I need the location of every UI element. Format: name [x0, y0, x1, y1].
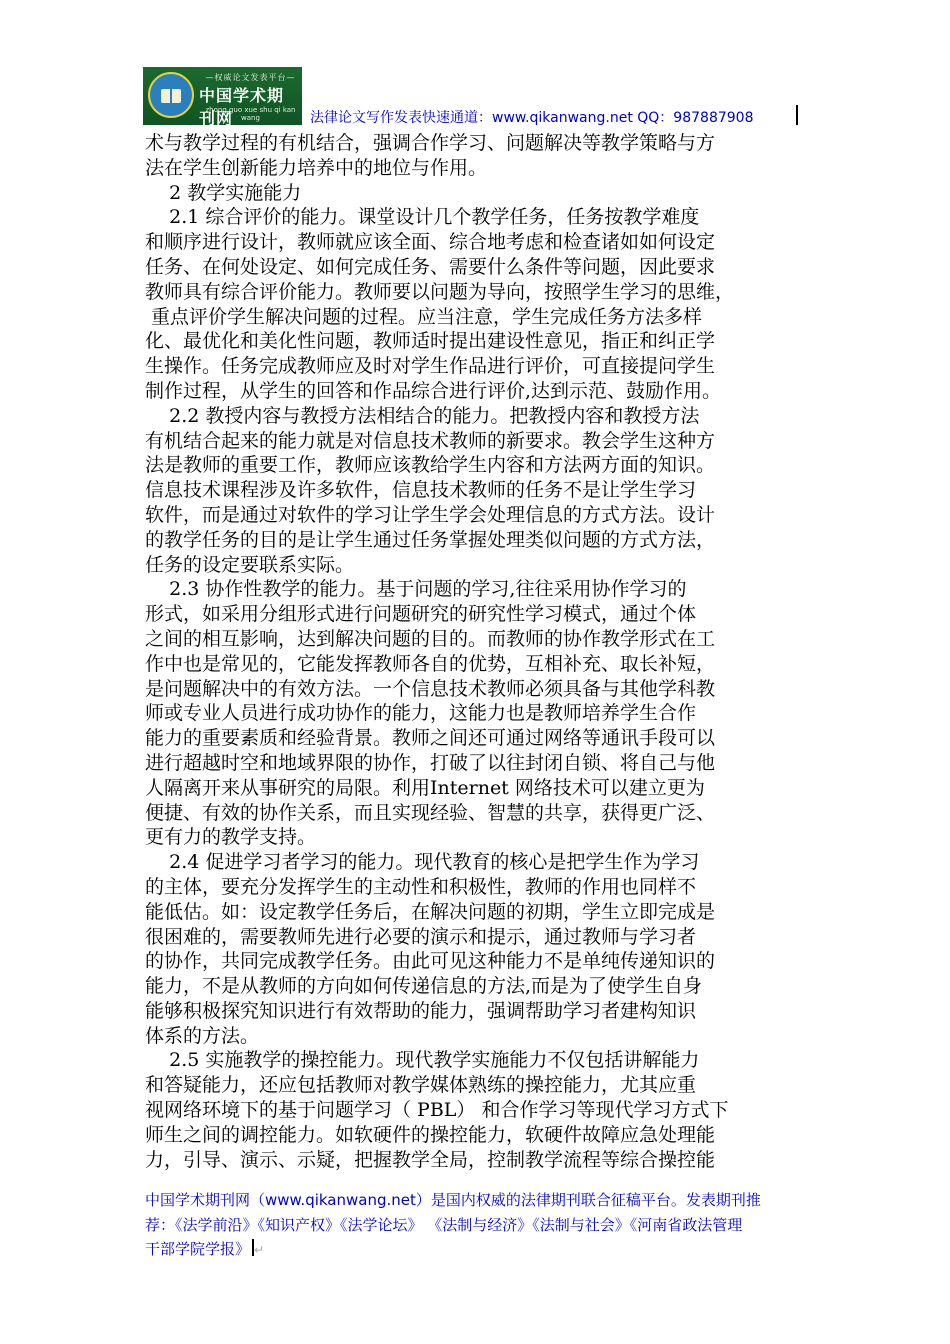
page-footer[interactable] [145, 1188, 815, 1263]
text-line: 能低估。如：设定教学任务后，在解决问题的初期，学生立即完成是 [145, 900, 716, 923]
page-header [143, 67, 813, 127]
logo-tagline: —权威论文发表平台— [205, 73, 296, 82]
text-line: 软件，而是通过对软件的学习让学生学会处理信息的方式方法。设计 [145, 503, 716, 526]
text-line: 便捷、有效的协作关系，而且实现经验、智慧的共享，获得更广泛、 [145, 801, 716, 824]
text-line: 化、最优化和美化性问题，教师适时提出建设性意见，指正和纠正学 [145, 330, 716, 353]
paragraph [145, 404, 815, 578]
text-line: 很困难的，需要教师先进行必要的演示和提示，通过教师与学习者 [145, 925, 697, 948]
text-line: 制作过程，从学生的回答和作品综合进行评价,达到示范、鼓励作用。 [145, 379, 722, 402]
footer-line-text: 干部学院学报》 [145, 1240, 251, 1258]
text-line: 2.2 教授内容与教授方法相结合的能力。把教授内容和教授方法 [145, 404, 700, 427]
text-line: 师生之间的调控能力。如软硬件的操控能力，软硬件故障应急处理能 [145, 1123, 716, 1146]
text-line: 和答疑能力，还应包括教师对教学媒体熟练的操控能力，尤其应重 [145, 1074, 697, 1097]
text-line: 重点评价学生解决问题的过程。应当注意，学生完成任务方法多样 [145, 305, 703, 328]
text-line: 2.1 综合评价的能力。课堂设计几个教学任务，任务按教学难度 [145, 206, 700, 229]
text-line: 2.5 实施教学的操控能力。现代教学实施能力不仅包括讲解能力 [145, 1049, 700, 1072]
text-line: 法在学生创新能力培养中的地位与作用。 [145, 156, 488, 179]
text-line: 是问题解决中的有效方法。一个信息技术教师必须具备与其他学科教 [145, 677, 716, 700]
text-line: 和顺序进行设计，教师就应该全面、综合地考虑和检查诸如如何设定 [145, 231, 716, 254]
logo-pinyin: zhong guo xue shu qi kan wang [205, 106, 296, 122]
text-line: 力，引导、演示、示疑，把握教学全局，控制教学流程等综合操控能 [145, 1148, 716, 1171]
text-line: 能力，不是从教师的方向如何传递信息的方法,而是为了使学生自身 [145, 975, 703, 998]
paragraph-mark: ↵ [254, 1243, 265, 1257]
paragraph [145, 850, 815, 1048]
paragraph [145, 181, 815, 206]
text-line: 的教学任务的目的是让学生通过任务掌握处理类似问题的方式方法， [145, 528, 716, 551]
paragraph [145, 577, 815, 850]
paragraph [145, 1048, 815, 1172]
text-line: 任务的设定要联系实际。 [145, 553, 355, 576]
text-line: 信息技术课程涉及许多软件，信息技术教师的任务不是让学生学习 [145, 479, 697, 502]
text-line: 法是教师的重要工作，教师应该教给学生内容和方法两方面的知识。 [145, 454, 716, 477]
text-line: 视网络环境下的基于问题学习（ PBL） 和合作学习等现代学习方式下 [145, 1099, 729, 1122]
site-logo[interactable] [143, 67, 302, 128]
text-line: 体系的方法。 [145, 1024, 260, 1047]
footer-line: 荐：《法学前沿》《知识产权》《法学论坛》 《法制与经济》《法制与社会》《河南省政法管理 [145, 1215, 743, 1234]
footer-line: 中国学术期刊网（www.qikanwang.net）是国内权威的法律期刊联合征稿平台。发表期刊推 [145, 1191, 761, 1209]
text-line: 师或专业人员进行成功协作的能力，这能力也是教师培养学生合作 [145, 702, 697, 725]
text-line: 生操作。任务完成教师应及时对学生作品进行评价，可直接提问学生 [145, 355, 716, 378]
text-line: 的主体，要充分发挥学生的主动性和积极性，教师的作用也同样不 [145, 875, 697, 898]
text-line: 有机结合起来的能力就是对信息技术教师的新要求。教会学生这种方 [145, 429, 716, 452]
text-line: 更有力的教学支持。 [145, 826, 317, 849]
text-line: 教师具有综合评价能力。教师要以问题为导向，按照学生学习的思维， [145, 280, 735, 303]
text-line: 形式，如采用分组形式进行问题研究的研究性学习模式，通过个体 [145, 603, 697, 626]
text-line: 的协作，共同完成教学任务。由此可见这种能力不是单纯传递知识的 [145, 950, 716, 973]
text-line: 人隔离开来从事研究的局限。利用Internet 网络技术可以建立更为 [145, 776, 705, 799]
footer-line [145, 1237, 815, 1263]
book-seal-icon [148, 72, 194, 118]
text-line: 任务、在何处设定、如何完成任务、需要什么条件等问题，因此要求 [145, 255, 716, 278]
paragraph [145, 131, 815, 181]
article-body [145, 131, 815, 1172]
logo-name: 中国学术期刊网 [199, 86, 285, 128]
header-link[interactable]: 法律论文写作发表快速通道：www.qikanwang.net QQ：987887908 [310, 110, 754, 126]
text-line: 2.3 协作性教学的能力。基于问题的学习,往往采用协作学习的 [145, 578, 687, 601]
text-line: 能够积极探究知识进行有效帮助的能力，强调帮助学习者建构知识 [145, 999, 697, 1022]
paragraph [145, 205, 815, 403]
text-cursor [796, 105, 798, 125]
text-line: 之间的相互影响，达到解决问题的目的。而教师的协作教学形式在工 [145, 627, 716, 650]
text-line: 2 教学实施能力 [145, 181, 302, 204]
text-line: 2.4 促进学习者学习的能力。现代教育的核心是把学生作为学习 [145, 851, 700, 874]
text-line: 进行超越时空和地域界限的协作，打破了以往封闭自锁、将自己与他 [145, 751, 716, 774]
text-line: 术与教学过程的有机结合，强调合作学习、问题解决等教学策略与方 [145, 132, 716, 154]
text-line: 能力的重要素质和经验背景。教师之间还可通过网络等通讯手段可以 [145, 727, 716, 750]
text-line: 作中也是常见的，它能发挥教师各自的优势，互相补充、取长补短， [145, 652, 716, 675]
